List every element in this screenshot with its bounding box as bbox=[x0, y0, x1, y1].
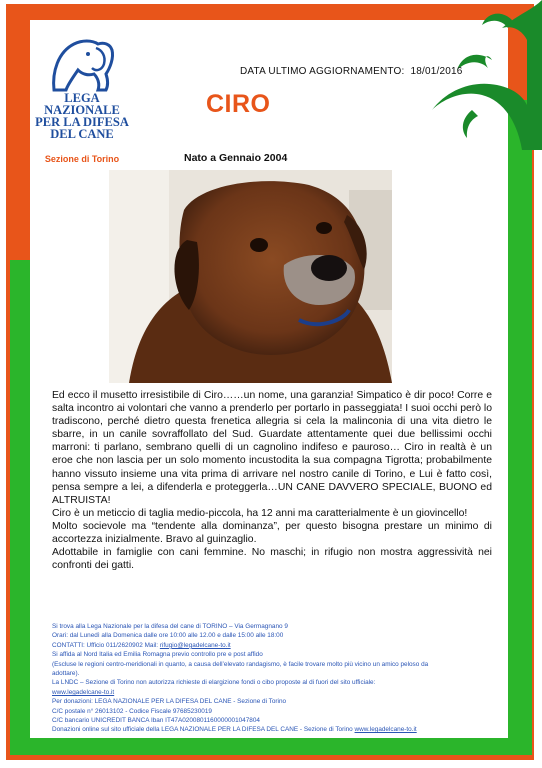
footer-warning: La LNDC – Sezione di Torino non autorizza richieste di elargizione fondi o cibo proposte al di fuori del sito ufficiale: bbox=[52, 679, 376, 687]
description-paragraph-4: Adottabile in famiglie con cani femmine. No maschi; in rifugio non mostra aggressività nei confronti dei gatti. bbox=[52, 547, 492, 572]
description-paragraph-1: Ed ecco il musetto irresistibile di Ciro……un nome, una garanzia! Simpatico è dir poco! Corre e salta incontro ai volontari che vanno a prenderlo per portarlo in passeggiata! I suoi occhi però lo tradiscono, perché dietro questa frenetica allegria si cela la malinconia di una vita dietro le sbarre, in un canile sovraffollato del Sud. Guardate attentamente quei due bellissimi occhi marroni: ti parlano, sembrano quelli di un cagnolino indifeso e pauroso… Ciro in realtà è un eroe che non lascia per un solo momento incustodita la sua compagna Tigrotta; probabilmente hanno vissuto insieme una vita prima di arrivare nel nostro canile di Torino, e Lui è fatto così, pensa sempre a lei, a difenderla e proteggerla…UN CANE DAVVERO SPECIALE, BUONO ed ALTRUISTA! bbox=[52, 390, 492, 506]
footer-location: Si trova alla Lega Nazionale per la difesa del cane di TORINO – Via Germagnano 9 bbox=[52, 623, 288, 630]
footer-online-donations bbox=[52, 725, 496, 734]
lndc-logo bbox=[34, 34, 130, 164]
dog-name-title: CIRO bbox=[206, 90, 271, 118]
footer-info bbox=[52, 622, 496, 735]
footer-postal-account: C/C postale n° 26013102 - Codice Fiscale 97685230019 bbox=[52, 707, 212, 715]
green-border-right bbox=[508, 100, 532, 755]
logo-line-2: NAZIONALE bbox=[44, 103, 120, 117]
birth-date: Nato a Gennaio 2004 bbox=[184, 152, 288, 164]
logo-line-1: LEGA bbox=[64, 91, 100, 105]
footer-exclusion-note-end: adottare). bbox=[52, 670, 80, 678]
update-date: 18/01/2016 bbox=[410, 66, 463, 77]
logo-line-3: PER LA DIFESA bbox=[35, 115, 129, 129]
footer-bank-account: C/C bancario UNICREDIT BANCA Iban IT47A0200801160000001047804 bbox=[52, 717, 260, 725]
website-link[interactable]: www.legadelcane-to.it bbox=[52, 688, 115, 696]
logo-section: Sezione di Torino bbox=[44, 154, 120, 164]
footer-exclusion-note: (Escluse le regioni centro-meridionali in quanto, a causa dell’elevato randagismo, è facile trovare molto più vicino un amico peloso da bbox=[52, 660, 429, 668]
description-paragraph-3: Molto socievole ma “tendente alla dominanza”, per questo bisogna prestare un minimo di accortezza inizialmente. Bravo al guinzaglio. bbox=[52, 520, 492, 546]
website-link-2[interactable]: www.legadelcane-to.it bbox=[354, 726, 417, 734]
update-label: DATA ULTIMO AGGIORNAMENTO: bbox=[240, 66, 405, 77]
logo-text bbox=[34, 92, 130, 140]
green-border-left bbox=[10, 260, 32, 755]
green-border-bottom bbox=[10, 735, 530, 755]
footer-donations: Per donazioni: LEGA NAZIONALE PER LA DIFESA DEL CANE - Sezione di Torino bbox=[52, 698, 287, 706]
dog-portrait-image bbox=[109, 170, 392, 383]
dog-head-logo-icon bbox=[48, 34, 118, 94]
online-donations-text: Donazioni online sul sito ufficiale della LEGA NAZIONALE PER LA DIFESA DEL CANE - Sezione di Torino bbox=[52, 726, 355, 734]
footer-adoption-area: Si affida al Nord Italia ed Emilia Romagna previo controllo pre e post affido bbox=[52, 651, 263, 659]
dog-photo bbox=[109, 170, 392, 383]
contact-email-link[interactable]: rifugio@legadelcane-to.it bbox=[159, 641, 231, 649]
last-update bbox=[240, 66, 463, 77]
footer-contacts-label: CONTATTI: Ufficio 011/2620902 Mail: bbox=[52, 641, 160, 649]
footer-hours: Orari: dal Lunedì alla Domenica dalle ore 10:00 alle 12.00 e dalle 15:00 alle 18:00 bbox=[52, 632, 284, 640]
description-paragraph-2: Ciro è un meticcio di taglia medio-piccola, ha 12 anni ma caratterialmente è un giovincello! bbox=[52, 507, 468, 519]
logo-line-4: DEL CANE bbox=[50, 127, 114, 141]
description bbox=[52, 389, 492, 572]
footer-contacts bbox=[52, 641, 496, 650]
